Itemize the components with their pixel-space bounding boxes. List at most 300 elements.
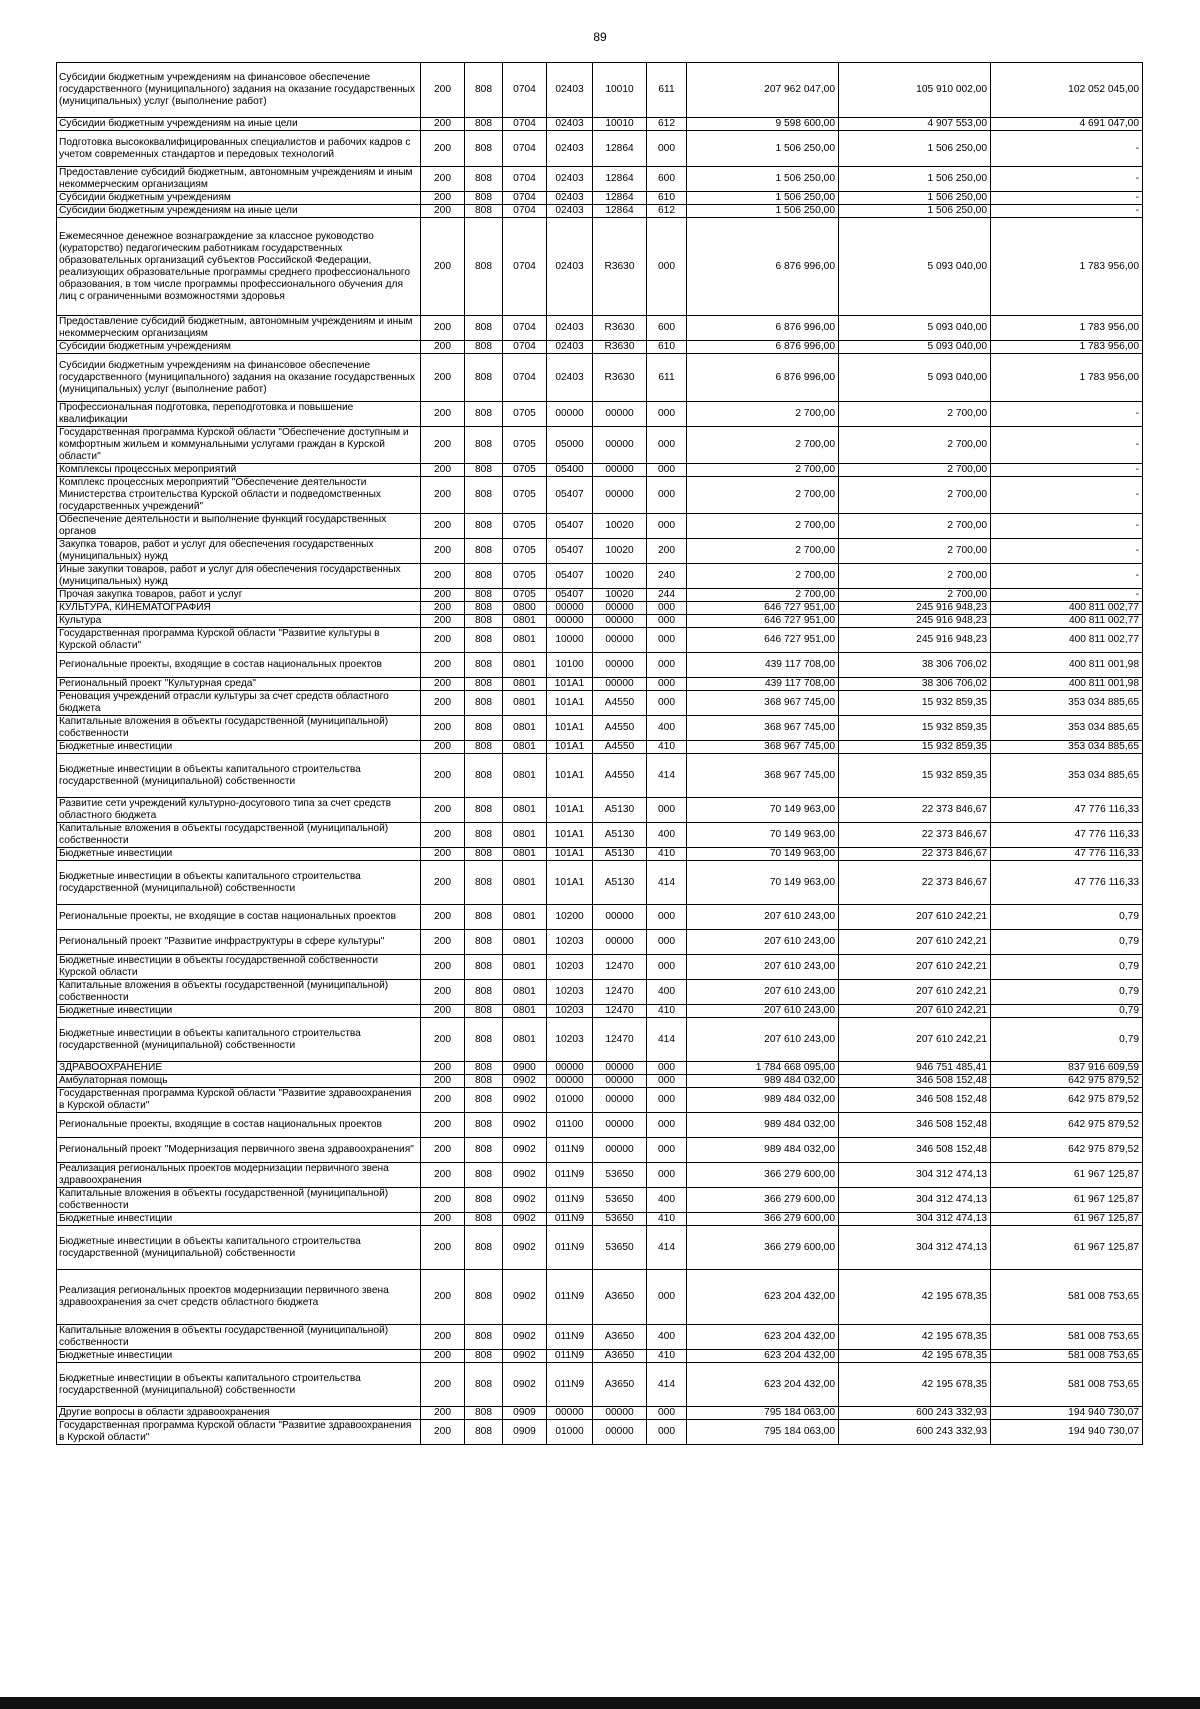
amount-cell: 1 783 956,00 <box>991 341 1143 354</box>
code-cell: 808 <box>465 464 503 477</box>
amount-cell: 2 700,00 <box>839 402 991 427</box>
item-name-cell: Государственная программа Курской области "Развитие культуры в Курской области" <box>57 628 421 653</box>
code-cell: 011N9 <box>547 1188 593 1213</box>
amount-cell: 346 508 152,48 <box>839 1138 991 1163</box>
code-cell: 808 <box>465 1188 503 1213</box>
code-cell: 10200 <box>547 905 593 930</box>
table-row <box>57 354 1143 402</box>
code-cell: 808 <box>465 63 503 118</box>
code-cell: 0902 <box>503 1363 547 1407</box>
code-cell: 200 <box>421 1088 465 1113</box>
code-cell: 05400 <box>547 464 593 477</box>
table-row <box>57 427 1143 464</box>
code-cell: 200 <box>421 754 465 798</box>
code-cell: 0902 <box>503 1226 547 1270</box>
code-cell: 0705 <box>503 477 547 514</box>
code-cell: 00000 <box>547 602 593 615</box>
code-cell: 10020 <box>593 514 647 539</box>
code-cell: 00000 <box>547 615 593 628</box>
code-cell: 00000 <box>593 930 647 955</box>
amount-cell: 2 700,00 <box>687 402 839 427</box>
item-name-cell: Амбулаторная помощь <box>57 1075 421 1088</box>
amount-cell: 400 811 002,77 <box>991 615 1143 628</box>
table-row <box>57 1075 1143 1088</box>
code-cell: 414 <box>647 861 687 905</box>
code-cell: 200 <box>421 1018 465 1062</box>
amount-cell: - <box>991 402 1143 427</box>
code-cell: 200 <box>421 1138 465 1163</box>
table-row <box>57 861 1143 905</box>
code-cell: 000 <box>647 653 687 678</box>
code-cell: 808 <box>465 628 503 653</box>
amount-cell: 194 940 730,07 <box>991 1407 1143 1420</box>
table-row <box>57 754 1143 798</box>
item-name-cell: Капитальные вложения в объекты государственной (муниципальной) собственности <box>57 1188 421 1213</box>
table-row <box>57 1363 1143 1407</box>
code-cell: 000 <box>647 628 687 653</box>
amount-cell: 646 727 951,00 <box>687 602 839 615</box>
code-cell: 000 <box>647 930 687 955</box>
code-cell: 0704 <box>503 316 547 341</box>
item-name-cell: ЗДРАВООХРАНЕНИЕ <box>57 1062 421 1075</box>
table-row <box>57 1005 1143 1018</box>
code-cell: 10203 <box>547 980 593 1005</box>
amount-cell: 207 610 242,21 <box>839 930 991 955</box>
item-name-cell: Региональный проект "Культурная среда" <box>57 678 421 691</box>
code-cell: 200 <box>421 167 465 192</box>
amount-cell: 2 700,00 <box>687 589 839 602</box>
item-name-cell: Бюджетные инвестиции в объекты капитального строительства государственной (муниципальной) собственности <box>57 1018 421 1062</box>
code-cell: 0902 <box>503 1188 547 1213</box>
code-cell: 200 <box>421 716 465 741</box>
amount-cell: 47 776 116,33 <box>991 861 1143 905</box>
code-cell: 12864 <box>593 167 647 192</box>
code-cell: 414 <box>647 1363 687 1407</box>
code-cell: 0801 <box>503 754 547 798</box>
amount-cell: 47 776 116,33 <box>991 798 1143 823</box>
table-row <box>57 131 1143 167</box>
amount-cell: 304 312 474,13 <box>839 1213 991 1226</box>
code-cell: 011N9 <box>547 1213 593 1226</box>
table-row <box>57 1018 1143 1062</box>
code-cell: 0902 <box>503 1350 547 1363</box>
amount-cell: 70 149 963,00 <box>687 798 839 823</box>
table-row <box>57 118 1143 131</box>
amount-cell: - <box>991 514 1143 539</box>
code-cell: R3630 <box>593 354 647 402</box>
code-cell: A3650 <box>593 1363 647 1407</box>
item-name-cell: Капитальные вложения в объекты государственной (муниципальной) собственности <box>57 823 421 848</box>
amount-cell: 207 962 047,00 <box>687 63 839 118</box>
code-cell: 200 <box>421 477 465 514</box>
code-cell: 410 <box>647 848 687 861</box>
amount-cell: 366 279 600,00 <box>687 1226 839 1270</box>
code-cell: 240 <box>647 564 687 589</box>
code-cell: 200 <box>421 628 465 653</box>
code-cell: 0902 <box>503 1075 547 1088</box>
item-name-cell: Закупка товаров, работ и услуг для обеспечения государственных (муниципальных) нужд <box>57 539 421 564</box>
amount-cell: 1 783 956,00 <box>991 354 1143 402</box>
code-cell: 000 <box>647 1062 687 1075</box>
code-cell: 808 <box>465 741 503 754</box>
amount-cell: 304 312 474,13 <box>839 1163 991 1188</box>
amount-cell: 22 373 846,67 <box>839 823 991 848</box>
amount-cell: 207 610 243,00 <box>687 1018 839 1062</box>
code-cell: 101A1 <box>547 678 593 691</box>
code-cell: 0801 <box>503 628 547 653</box>
code-cell: 0902 <box>503 1325 547 1350</box>
amount-cell: 1 506 250,00 <box>839 167 991 192</box>
code-cell: 200 <box>421 1005 465 1018</box>
code-cell: 53650 <box>593 1226 647 1270</box>
amount-cell: 353 034 885,65 <box>991 691 1143 716</box>
code-cell: 808 <box>465 823 503 848</box>
amount-cell: 61 967 125,87 <box>991 1188 1143 1213</box>
code-cell: 200 <box>421 402 465 427</box>
code-cell: 0801 <box>503 615 547 628</box>
amount-cell: 207 610 243,00 <box>687 1005 839 1018</box>
amount-cell: 15 932 859,35 <box>839 716 991 741</box>
code-cell: 0909 <box>503 1420 547 1445</box>
code-cell: 200 <box>421 1075 465 1088</box>
code-cell: 53650 <box>593 1188 647 1213</box>
scan-bottom-edge <box>0 1697 1200 1709</box>
amount-cell: 1 783 956,00 <box>991 218 1143 316</box>
code-cell: 200 <box>421 1350 465 1363</box>
amount-cell: 581 008 753,65 <box>991 1325 1143 1350</box>
amount-cell: 946 751 485,41 <box>839 1062 991 1075</box>
code-cell: 02403 <box>547 341 593 354</box>
amount-cell: 5 093 040,00 <box>839 354 991 402</box>
code-cell: 0704 <box>503 192 547 205</box>
item-name-cell: Субсидии бюджетным учреждениям <box>57 192 421 205</box>
code-cell: 0705 <box>503 589 547 602</box>
code-cell: 808 <box>465 1363 503 1407</box>
amount-cell: 1 506 250,00 <box>839 192 991 205</box>
item-name-cell: Региональные проекты, не входящие в состав национальных проектов <box>57 905 421 930</box>
amount-cell: 61 967 125,87 <box>991 1163 1143 1188</box>
code-cell: 808 <box>465 131 503 167</box>
table-row <box>57 218 1143 316</box>
code-cell: 808 <box>465 1138 503 1163</box>
code-cell: 00000 <box>593 1113 647 1138</box>
code-cell: 200 <box>421 1062 465 1075</box>
code-cell: 12864 <box>593 205 647 218</box>
code-cell: 101A1 <box>547 798 593 823</box>
code-cell: 0704 <box>503 218 547 316</box>
table-row <box>57 477 1143 514</box>
code-cell: 10010 <box>593 118 647 131</box>
code-cell: 0704 <box>503 354 547 402</box>
item-name-cell: Субсидии бюджетным учреждениям на финансовое обеспечение государственного (муниципального) задания на оказание государственных (муниципальных) услуг (выполнение работ) <box>57 63 421 118</box>
item-name-cell: Комплекс процессных мероприятий "Обеспечение деятельности Министерства строительства Курской области и подведомственных государственных учреждений" <box>57 477 421 514</box>
amount-cell: 61 967 125,87 <box>991 1213 1143 1226</box>
item-name-cell: Субсидии бюджетным учреждениям на иные цели <box>57 118 421 131</box>
amount-cell: 2 700,00 <box>687 564 839 589</box>
table-row <box>57 1420 1143 1445</box>
amount-cell: 642 975 879,52 <box>991 1088 1143 1113</box>
code-cell: 0801 <box>503 980 547 1005</box>
table-row <box>57 1350 1143 1363</box>
code-cell: 808 <box>465 798 503 823</box>
table-row <box>57 1407 1143 1420</box>
code-cell: 808 <box>465 1005 503 1018</box>
item-name-cell: Капитальные вложения в объекты государственной (муниципальной) собственности <box>57 716 421 741</box>
code-cell: 200 <box>421 341 465 354</box>
code-cell: 000 <box>647 691 687 716</box>
amount-cell: 0,79 <box>991 905 1143 930</box>
code-cell: 10100 <box>547 653 593 678</box>
table-row <box>57 955 1143 980</box>
amount-cell: 0,79 <box>991 955 1143 980</box>
table-row <box>57 615 1143 628</box>
amount-cell: 2 700,00 <box>687 514 839 539</box>
item-name-cell: Предоставление субсидий бюджетным, автономным учреждениям и иным некоммерческим организациям <box>57 167 421 192</box>
amount-cell: 245 916 948,23 <box>839 615 991 628</box>
code-cell: 101A1 <box>547 848 593 861</box>
code-cell: 414 <box>647 1018 687 1062</box>
item-name-cell: Капитальные вложения в объекты государственной (муниципальной) собственности <box>57 980 421 1005</box>
code-cell: 0800 <box>503 602 547 615</box>
code-cell: 0900 <box>503 1062 547 1075</box>
amount-cell: 646 727 951,00 <box>687 615 839 628</box>
amount-cell: 207 610 242,21 <box>839 980 991 1005</box>
code-cell: 400 <box>647 823 687 848</box>
code-cell: 200 <box>421 354 465 402</box>
code-cell: A5130 <box>593 823 647 848</box>
item-name-cell: Региональные проекты, входящие в состав национальных проектов <box>57 653 421 678</box>
amount-cell: 207 610 243,00 <box>687 955 839 980</box>
code-cell: 10203 <box>547 1005 593 1018</box>
amount-cell: 207 610 243,00 <box>687 930 839 955</box>
amount-cell: 1 506 250,00 <box>687 131 839 167</box>
code-cell: 02403 <box>547 218 593 316</box>
code-cell: 612 <box>647 205 687 218</box>
item-name-cell: Бюджетные инвестиции в объекты капитального строительства государственной (муниципальной) собственности <box>57 861 421 905</box>
code-cell: 000 <box>647 514 687 539</box>
code-cell: 101A1 <box>547 823 593 848</box>
amount-cell: 1 506 250,00 <box>839 205 991 218</box>
amount-cell: 1 506 250,00 <box>687 205 839 218</box>
code-cell: 600 <box>647 316 687 341</box>
code-cell: 10020 <box>593 539 647 564</box>
code-cell: 00000 <box>593 1088 647 1113</box>
code-cell: A4550 <box>593 754 647 798</box>
amount-cell: 2 700,00 <box>687 539 839 564</box>
item-name-cell: Культура <box>57 615 421 628</box>
code-cell: 600 <box>647 167 687 192</box>
code-cell: 00000 <box>593 602 647 615</box>
code-cell: 05407 <box>547 564 593 589</box>
amount-cell: - <box>991 192 1143 205</box>
amount-cell: 642 975 879,52 <box>991 1113 1143 1138</box>
code-cell: 0801 <box>503 741 547 754</box>
amount-cell: 623 204 432,00 <box>687 1350 839 1363</box>
code-cell: 05407 <box>547 477 593 514</box>
code-cell: 808 <box>465 955 503 980</box>
code-cell: 611 <box>647 354 687 402</box>
amount-cell: 837 916 609,59 <box>991 1062 1143 1075</box>
code-cell: 000 <box>647 1407 687 1420</box>
amount-cell: 642 975 879,52 <box>991 1138 1143 1163</box>
code-cell: 808 <box>465 1075 503 1088</box>
item-name-cell: Региональный проект "Развитие инфраструктуры в сфере культуры" <box>57 930 421 955</box>
item-name-cell: Ежемесячное денежное вознаграждение за классное руководство (кураторство) педагогическим работникам государственных образовательных организаций субъектов Российской Федерации, реализующих образовательные программы среднего профессионального образования, в том числе программы профессионального обучения для лиц с ограниченными возможностями здоровья <box>57 218 421 316</box>
code-cell: 0704 <box>503 131 547 167</box>
code-cell: 200 <box>421 1270 465 1325</box>
amount-cell: 42 195 678,35 <box>839 1363 991 1407</box>
code-cell: 011N9 <box>547 1270 593 1325</box>
code-cell: 612 <box>647 118 687 131</box>
page-number: 89 <box>593 30 607 44</box>
code-cell: 01000 <box>547 1088 593 1113</box>
code-cell: 0801 <box>503 905 547 930</box>
code-cell: 200 <box>421 1226 465 1270</box>
code-cell: 00000 <box>593 1075 647 1088</box>
code-cell: 000 <box>647 1138 687 1163</box>
item-name-cell: Бюджетные инвестиции <box>57 1350 421 1363</box>
code-cell: R3630 <box>593 316 647 341</box>
code-cell: 808 <box>465 1420 503 1445</box>
amount-cell: 0,79 <box>991 930 1143 955</box>
table-row <box>57 798 1143 823</box>
code-cell: 12864 <box>593 131 647 167</box>
amount-cell: - <box>991 539 1143 564</box>
code-cell: 000 <box>647 427 687 464</box>
code-cell: 02403 <box>547 118 593 131</box>
table-row <box>57 905 1143 930</box>
code-cell: A5130 <box>593 861 647 905</box>
code-cell: 12470 <box>593 1018 647 1062</box>
code-cell: 00000 <box>547 402 593 427</box>
amount-cell: 42 195 678,35 <box>839 1270 991 1325</box>
amount-cell: 5 093 040,00 <box>839 316 991 341</box>
code-cell: 12864 <box>593 192 647 205</box>
code-cell: 808 <box>465 427 503 464</box>
amount-cell: 2 700,00 <box>839 589 991 602</box>
amount-cell: 207 610 242,21 <box>839 955 991 980</box>
code-cell: 000 <box>647 1163 687 1188</box>
code-cell: 0705 <box>503 427 547 464</box>
code-cell: 808 <box>465 905 503 930</box>
amount-cell: 6 876 996,00 <box>687 341 839 354</box>
code-cell: 200 <box>421 539 465 564</box>
code-cell: 0704 <box>503 205 547 218</box>
amount-cell: 581 008 753,65 <box>991 1270 1143 1325</box>
code-cell: 0801 <box>503 823 547 848</box>
code-cell: 808 <box>465 754 503 798</box>
code-cell: 00000 <box>593 905 647 930</box>
code-cell: A5130 <box>593 848 647 861</box>
amount-cell: 646 727 951,00 <box>687 628 839 653</box>
amount-cell: 989 484 032,00 <box>687 1138 839 1163</box>
amount-cell: 989 484 032,00 <box>687 1075 839 1088</box>
item-name-cell: Региональный проект "Модернизация первичного звена здравоохранения" <box>57 1138 421 1163</box>
code-cell: 200 <box>647 539 687 564</box>
code-cell: 00000 <box>593 628 647 653</box>
code-cell: 10203 <box>547 930 593 955</box>
code-cell: 808 <box>465 218 503 316</box>
table-row <box>57 678 1143 691</box>
code-cell: 808 <box>465 477 503 514</box>
code-cell: 10020 <box>593 564 647 589</box>
code-cell: 12470 <box>593 955 647 980</box>
item-name-cell: Бюджетные инвестиции в объекты капитального строительства государственной (муниципальной) собственности <box>57 1226 421 1270</box>
table-row <box>57 205 1143 218</box>
item-name-cell: Субсидии бюджетным учреждениям на иные цели <box>57 205 421 218</box>
amount-cell: 346 508 152,48 <box>839 1075 991 1088</box>
code-cell: 200 <box>421 1163 465 1188</box>
code-cell: 200 <box>421 980 465 1005</box>
code-cell: 000 <box>647 1113 687 1138</box>
code-cell: A5130 <box>593 798 647 823</box>
code-cell: 05407 <box>547 514 593 539</box>
amount-cell: 2 700,00 <box>839 539 991 564</box>
code-cell: 400 <box>647 1188 687 1213</box>
table-row <box>57 1188 1143 1213</box>
code-cell: 808 <box>465 653 503 678</box>
item-name-cell: Региональные проекты, входящие в состав национальных проектов <box>57 1113 421 1138</box>
code-cell: 200 <box>421 798 465 823</box>
code-cell: 011N9 <box>547 1363 593 1407</box>
code-cell: 0801 <box>503 930 547 955</box>
code-cell: R3630 <box>593 341 647 354</box>
code-cell: 200 <box>421 615 465 628</box>
amount-cell: 22 373 846,67 <box>839 861 991 905</box>
amount-cell: 353 034 885,65 <box>991 741 1143 754</box>
code-cell: 200 <box>421 218 465 316</box>
code-cell: 0801 <box>503 848 547 861</box>
table-row <box>57 402 1143 427</box>
item-name-cell: Государственная программа Курской области "Обеспечение доступным и комфортным жильем и коммунальными услугами граждан в Курской области" <box>57 427 421 464</box>
amount-cell: 5 093 040,00 <box>839 218 991 316</box>
code-cell: 011N9 <box>547 1325 593 1350</box>
amount-cell: 1 506 250,00 <box>839 131 991 167</box>
code-cell: 011N9 <box>547 1163 593 1188</box>
code-cell: 05000 <box>547 427 593 464</box>
item-name-cell: Бюджетные инвестиции <box>57 1213 421 1226</box>
amount-cell: 366 279 600,00 <box>687 1188 839 1213</box>
table-row <box>57 1113 1143 1138</box>
amount-cell: 5 093 040,00 <box>839 341 991 354</box>
code-cell: 400 <box>647 980 687 1005</box>
amount-cell: 439 117 708,00 <box>687 678 839 691</box>
code-cell: 000 <box>647 477 687 514</box>
code-cell: 53650 <box>593 1213 647 1226</box>
amount-cell: 6 876 996,00 <box>687 354 839 402</box>
amount-cell: 9 598 600,00 <box>687 118 839 131</box>
code-cell: 200 <box>421 1325 465 1350</box>
amount-cell: 42 195 678,35 <box>839 1350 991 1363</box>
table-row <box>57 589 1143 602</box>
code-cell: 000 <box>647 955 687 980</box>
code-cell: 000 <box>647 464 687 477</box>
table-row <box>57 341 1143 354</box>
code-cell: 0704 <box>503 63 547 118</box>
item-name-cell: Бюджетные инвестиции <box>57 741 421 754</box>
code-cell: 00000 <box>593 402 647 427</box>
code-cell: 011N9 <box>547 1350 593 1363</box>
code-cell: 200 <box>421 930 465 955</box>
code-cell: 808 <box>465 118 503 131</box>
amount-cell: 400 811 002,77 <box>991 628 1143 653</box>
code-cell: 000 <box>647 678 687 691</box>
amount-cell: 6 876 996,00 <box>687 218 839 316</box>
amount-cell: 61 967 125,87 <box>991 1226 1143 1270</box>
code-cell: 808 <box>465 848 503 861</box>
code-cell: 0704 <box>503 118 547 131</box>
code-cell: 410 <box>647 1350 687 1363</box>
